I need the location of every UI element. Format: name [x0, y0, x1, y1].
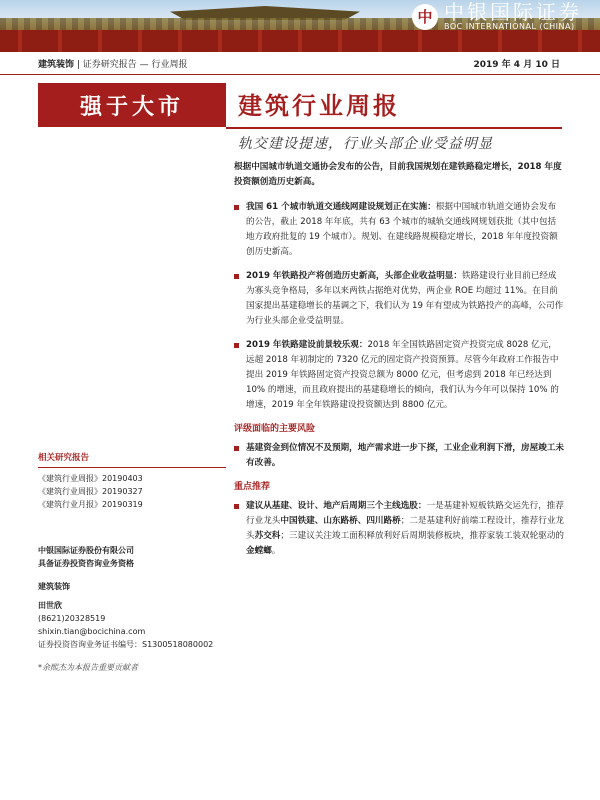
- related-report-link[interactable]: 《建筑行业周报》20190327: [38, 487, 143, 496]
- related-heading: 相关研究报告: [38, 453, 90, 463]
- analyst-name: 田世欣: [38, 601, 62, 610]
- risk-bullet: [234, 441, 564, 471]
- recommend-lead: 建议从基建、设计、地产后周期三个主线选股：: [246, 501, 427, 511]
- analyst-industry: 建筑装饰: [38, 582, 70, 591]
- company-logo: [412, 2, 582, 31]
- recommend-stocks-2: 苏交科: [254, 531, 281, 541]
- recommend-text: ；二是基建利好前端工程设计，推荐行业龙头: [246, 516, 565, 541]
- logo-chinese-name: 中银国际证券: [444, 0, 582, 24]
- related-report-link[interactable]: 《建筑行业月报》20190319: [38, 500, 143, 509]
- risk-heading: 评级面临的主要风险: [234, 424, 316, 434]
- report-title: 建筑行业周报: [238, 91, 400, 120]
- company-name: 中银国际证券股份有限公司: [38, 546, 134, 555]
- breadcrumb-type: | 证券研究报告 — 行业周报: [74, 60, 188, 70]
- breadcrumb-industry: 建筑装饰: [38, 60, 75, 70]
- bullet-lead: 我国 61 个城市轨道交通线网建设规划正在实施：: [246, 202, 436, 212]
- logo-english-name: BOC INTERNATIONAL (CHINA): [444, 22, 575, 31]
- risk-text: 基建资金到位情况不及预期，地产需求进一步下探，工业企业利润下滑，房屋竣工未有改善。: [246, 443, 564, 468]
- header-banner: [0, 0, 600, 52]
- intro-paragraph: 根据中国城市轨道交通协会发布的公告，目前我国规划在建铁路稳定增长，2018 年度投资额创造历史新高。: [234, 162, 562, 187]
- bullet-point: [234, 269, 564, 329]
- company-qualification: 具备证券投资咨询业务资格: [38, 559, 134, 568]
- analyst-info: [38, 580, 226, 674]
- related-report-link[interactable]: 《建筑行业周报》20190403: [38, 474, 143, 483]
- related-research: [38, 452, 226, 511]
- contributor-footnote: *余熙杰为本报告重要贡献者: [38, 663, 138, 672]
- breadcrumb: [38, 57, 188, 70]
- bullet-text: 根据中国城市轨道交通协会发布的公告，截止 2018 年年底，共有 63 个城市的城轨交通线网规划获批（其中包括地方政府批复的 19 个城市）。规划、在建线路规模稳定增长，2018 年年度投资额创历史新高。: [246, 202, 558, 257]
- red-wall-graphic: [0, 30, 600, 52]
- company-info: [38, 544, 226, 570]
- main-content: [234, 160, 564, 568]
- recommend-bullet: [234, 499, 564, 559]
- title-divider: [226, 127, 562, 129]
- bullet-point: [234, 200, 564, 260]
- recommend-text: 一是基建补短板铁路交运先行，推荐行业龙头: [246, 501, 564, 526]
- rating-box: 强于大市: [38, 83, 226, 127]
- recommend-text: 。: [271, 546, 281, 556]
- report-date: 2019 年 4 月 10 日: [473, 60, 560, 70]
- bullet-text: 铁路建设行业目前已经成为寡头竞争格局，多年以来两铁占据绝对优势，两企业 ROE 均超过 11%。在目前国家提出基建稳增长的基调之下，我们认为 19 年有望成为铁路投产的高峰，公司作为行业头部企业受益明显。: [246, 271, 564, 326]
- bullet-lead: 2019 年铁路建设前景较乐观：: [246, 340, 368, 350]
- recommend-stocks-1: 中国铁建、山东路桥、四川路桥: [280, 516, 401, 526]
- recommend-stocks-3: 金螳螂: [246, 546, 272, 556]
- bullet-point: [234, 338, 564, 413]
- analyst-phone: (8621)20328519: [38, 614, 106, 623]
- bank-logo-icon: 中: [412, 4, 438, 30]
- related-divider: [38, 467, 226, 468]
- report-subtitle: 轨交建设提速，行业头部企业受益明显: [238, 136, 493, 152]
- bullet-lead: 2019 年铁路投产将创造历史新高，头部企业收益明显：: [246, 271, 462, 281]
- bullet-text: 2018 年全国铁路固定资产投资完成 8028 亿元，远超 2018 年初制定的 7320 亿元的固定资产投资预算。尽管今年政府工作报告中提出 2019 年铁路固定资产投资总额为 8000 亿元，但考虑到 2018 年已经达到 10% 的增速，而且政府提出的基建稳增长的倾向，我们认为今年可以保持 10% 的增速，2019 年全年铁路建设投资额达到 8800 亿元。: [246, 340, 559, 410]
- recommend-text: ；三建议关注竣工面积释放利好后周期装修板块，推荐家装工装双轮驱动的: [280, 531, 565, 541]
- analyst-email[interactable]: shixin.tian@bocichina.com: [38, 627, 146, 636]
- recommend-heading: 重点推荐: [234, 482, 271, 492]
- info-bar: [0, 52, 600, 75]
- analyst-license: 证券投资咨询业务证书编号：S1300518080002: [38, 640, 214, 649]
